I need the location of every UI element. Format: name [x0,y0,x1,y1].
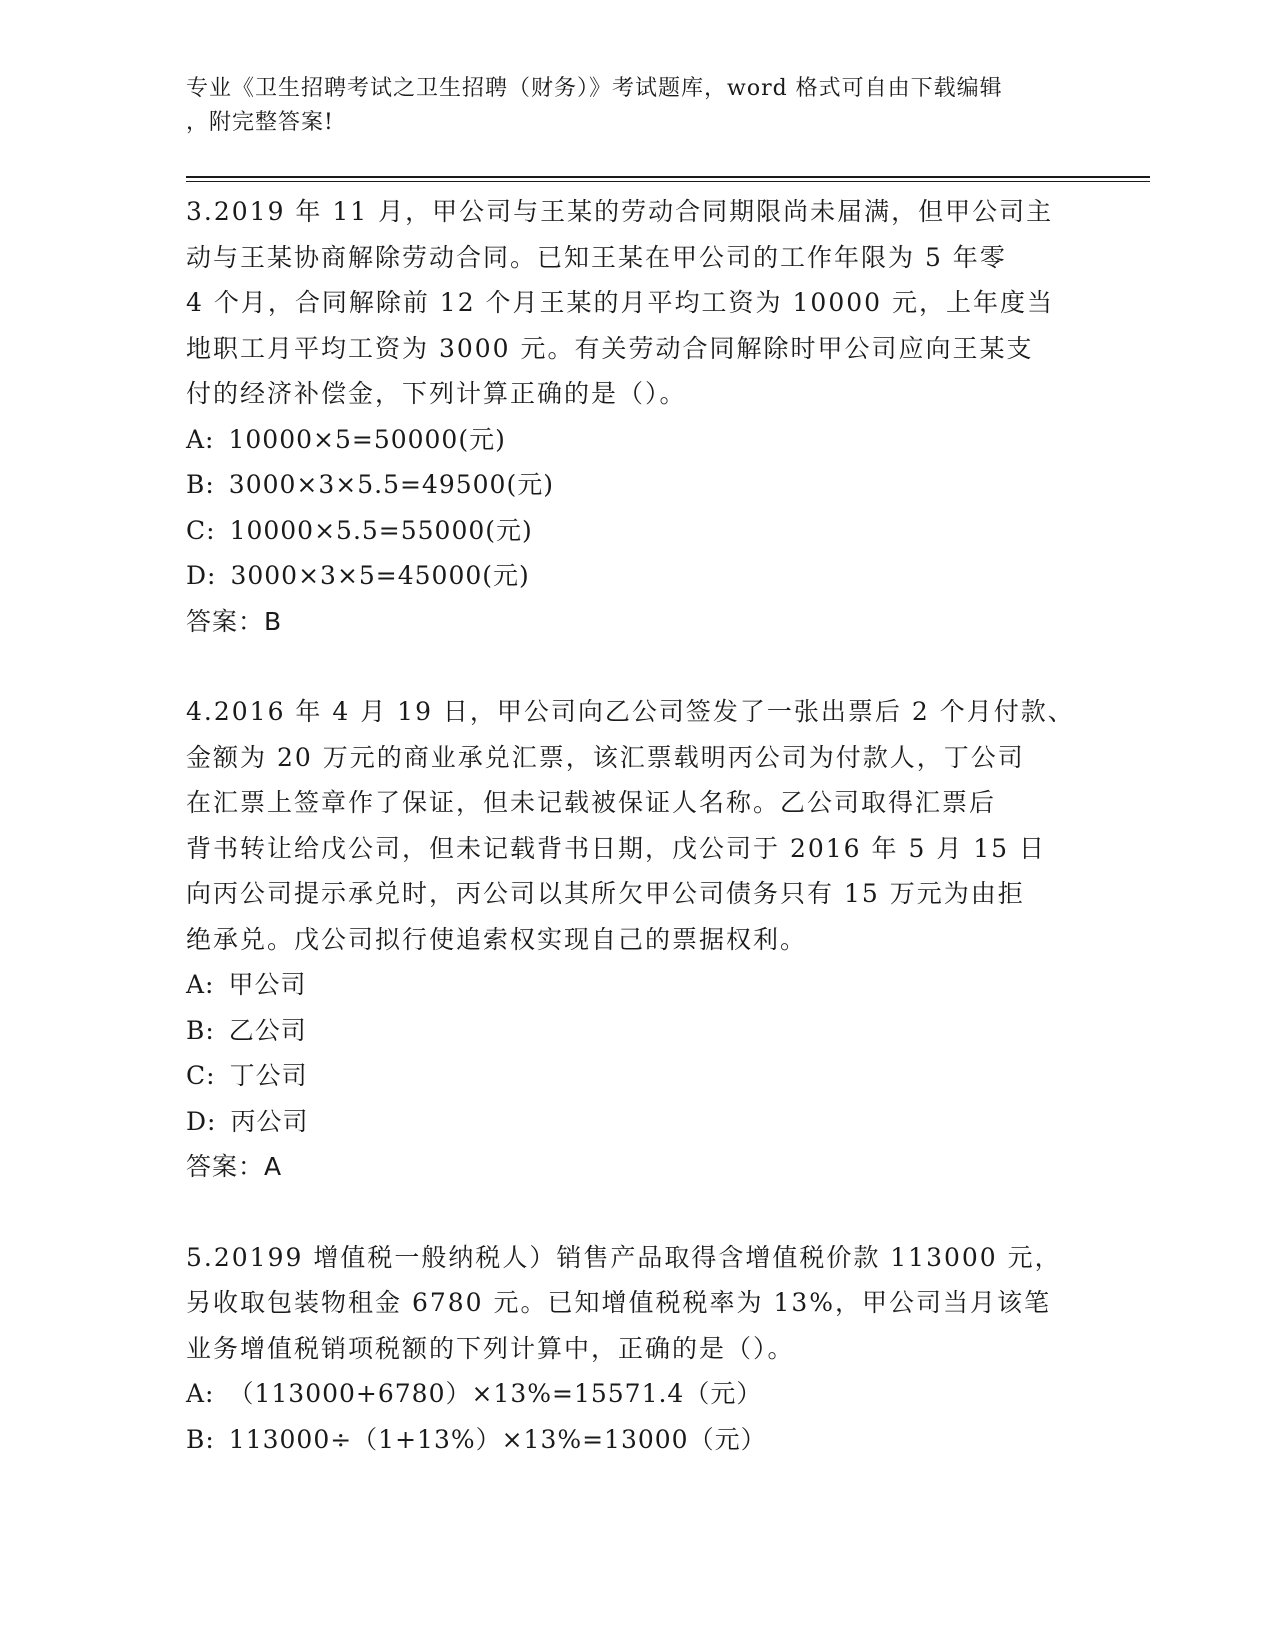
option-key: B: [186,1424,215,1454]
question-text [186,689,1086,962]
option-a [186,962,1086,1008]
option-key: B: [186,1015,215,1045]
question-line: 金额为 20 万元的商业承兑汇票，该汇票载明丙公司为付款人，丁公司 [186,742,1025,772]
question-line: 3.2019 年 11 月，甲公司与王某的劳动合同期限尚未届满，但甲公司主 [186,197,1054,226]
option-key: D: [186,1106,217,1136]
question-list [186,189,1086,1507]
answer-line: 答案：B [186,606,283,636]
header-line-1: 专业《卫生招聘考试之卫生招聘（财务）》考试题库，word 格式可自由下载编辑 [186,76,1003,101]
option-text: 10000×5.5=55000(元) [229,515,533,545]
option-key: A: [186,424,215,454]
option-b [186,1008,1086,1054]
question-line: 付的经济补偿金，下列计算正确的是（）。 [186,379,687,408]
option-key: C: [186,1061,216,1090]
option-text: 丁公司 [229,1061,308,1090]
option-c [186,1053,1086,1099]
option-key: A: [186,970,215,999]
option-text: （113000+6780）×13%=15571.4（元） [228,1379,763,1408]
answer-line: 答案：A [186,1152,283,1181]
question-text [186,1235,1086,1372]
option-a [186,1371,1086,1417]
option-text: 甲公司 [228,970,307,999]
question-line: 向丙公司提示承兑时，丙公司以其所欠甲公司债务只有 15 万元为由拒 [186,879,1025,908]
question-block [186,689,1086,1190]
option-key: D: [186,561,217,590]
header-line-2: ，附完整答案! [186,110,334,135]
header-divider-thin [186,181,1150,182]
option-text: 3000×3×5=45000(元) [230,561,530,590]
question-line: 4.2016 年 4 月 19 日，甲公司向乙公司签发了一张出票后 2 个月付款、 [186,697,1075,726]
option-b [186,462,1086,508]
question-line: 在汇票上签章作了保证，但未记载被保证人名称。乙公司取得汇票后 [186,788,997,817]
question-line: 动与王某协商解除劳动合同。已知王某在甲公司的工作年限为 5 年零 [186,242,1007,272]
option-text: 3000×3×5.5=49500(元) [228,470,554,499]
question-line: 地职工月平均工资为 3000 元。有关劳动合同解除时甲公司应向王某支 [186,333,1034,363]
question-line: 5.20199 增值税一般纳税人）销售产品取得含增值税价款 113000 元， [186,1242,1062,1272]
option-d [186,553,1086,599]
option-d [186,1099,1086,1145]
option-key: A: [186,1379,215,1408]
option-text: 113000÷（1+13%）×13%=13000（元） [228,1424,767,1454]
option-text: 10000×5=50000(元) [228,424,506,454]
document-header [186,72,1066,140]
question-text [186,189,1086,417]
option-a [186,417,1086,463]
question-line: 另收取包装物租金 6780 元。已知增值税税率为 13%，甲公司当月该笔 [186,1288,1052,1317]
question-block [186,1235,1086,1463]
option-key: C: [186,515,216,545]
option-text: 丙公司 [230,1106,309,1136]
question-line: 业务增值税销项税额的下列计算中，正确的是（）。 [186,1333,795,1363]
question-line: 4 个月，合同解除前 12 个月王某的月平均工资为 10000 元，上年度当 [186,288,1054,317]
option-c [186,508,1086,554]
option-key: B: [186,470,215,499]
option-text: 乙公司 [228,1015,307,1045]
question-block [186,189,1086,644]
question-line: 绝承兑。戊公司拟行使追索权实现自己的票据权利。 [186,924,808,954]
option-b [186,1417,1086,1463]
question-line: 背书转让给戊公司，但未记载背书日期，戊公司于 2016 年 5 月 15 日 [186,833,1047,863]
header-divider-thick [186,176,1150,178]
